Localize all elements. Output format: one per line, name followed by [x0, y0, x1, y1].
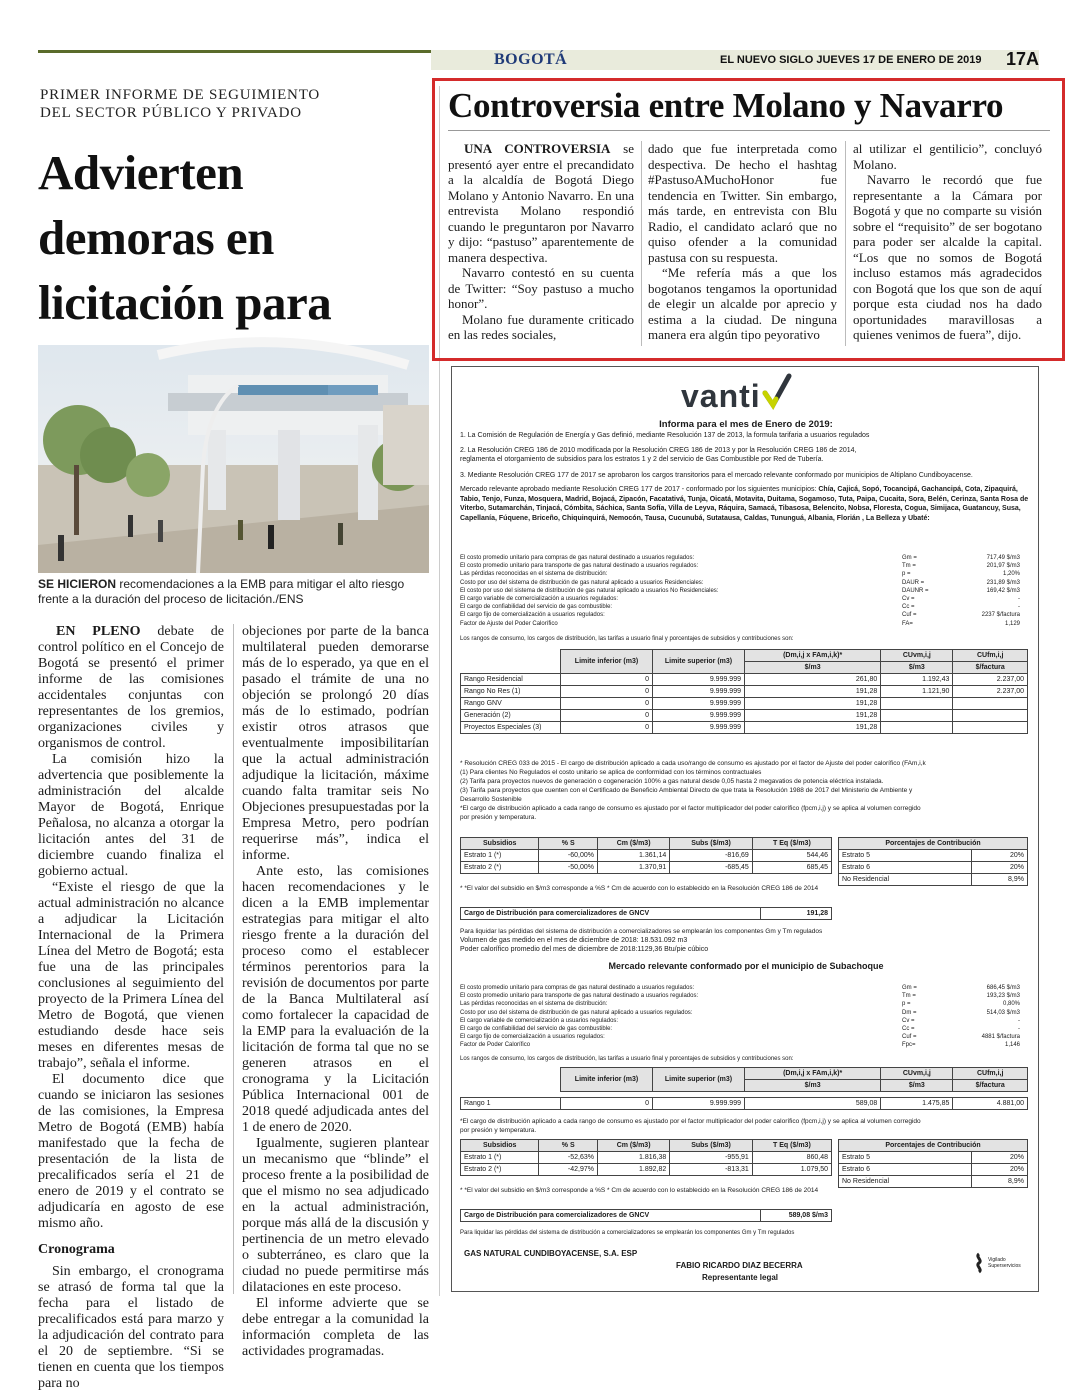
gncv1-value: 191,28 — [761, 908, 832, 920]
note-line: (2) Tarifa para proyectos nuevos de generación o cogeneración 100% a gas natural desde 0,05 hasta 2 megavatios de potencia eléctrica instalada. — [460, 778, 884, 785]
table-cell: 9.999.999 — [653, 686, 745, 698]
signer-role: Representante legal — [702, 1273, 779, 1282]
parameter-key: p = — [902, 1001, 911, 1008]
table-cell: Estrato 1 (*) — [461, 850, 539, 862]
table2-header-cuf: CUfm,i,j — [953, 1068, 1028, 1080]
tariff-table-1 — [460, 649, 1028, 734]
ad-market-list: Chía, Cajicá, Sopó, Tocancipá, Gachancipá, Cota, Zipaquirá, Tabio, Tenjo, Funza, Mosquera, Madrid, Bojacá, Zipacón, Facatativá, Tunja, Oicatá, Motavita, Duitama, Sogamoso, Tuta, Paipa, Cucaita, Sora, Belén, Cerinza, Santa Rosa de Viterbo, Sutamarchán, Tinjacá, Cómbita, Sáchica, Santa Sofía, Villa de Leyva, Ráquira, Samacá, Tibasosa, Belencito, Nobsa, Floresta, Cogua, Simijaca, Guatancuy, Susa, Capellanía, Fúquene, Briceño, Chiquinquirá, Nemocón, Tausa, Cucunubá, Sutatausa, Caldas, Tununguá, Albania, Florián , La Belleza y Ubaté: — [460, 486, 1029, 522]
subsidies-header: Subsidios — [461, 838, 539, 850]
subsidies-header: Cm ($/m3) — [597, 838, 669, 850]
controversy-col1-p3: Molano fue duramente criticado en las redes sociales, — [448, 311, 634, 342]
table-cell: Estrato 6 — [839, 862, 972, 874]
parameter-key: Cc = — [902, 1026, 915, 1032]
gncv2-value: 589,08 $/m3 — [761, 1210, 832, 1222]
table1-header-dm: (Dm,i,j x FAm,i,k)* — [745, 650, 881, 662]
parameter-label: El cargo de confiabilidad del servicio de gas combustible: — [460, 604, 613, 611]
table-cell: 191,28 — [745, 686, 881, 698]
ad-item-1: 1. La Comisión de Regulación de Energía y Gas definió, mediante Resolución 137 de 2013, la formula tarifaria a usuarios regulados — [460, 432, 870, 439]
table-cell: Proyectos Especiales (3) — [461, 722, 561, 734]
table-row — [839, 1176, 1028, 1188]
table-cell: 9.999.999 — [653, 674, 745, 686]
table-row — [839, 874, 1028, 886]
table-cell: 860,48 — [752, 1152, 831, 1164]
controversy-title-rule — [448, 130, 1050, 131]
table-cell: 2.237,00 — [953, 674, 1028, 686]
caption-lead: SE HICIERON — [38, 577, 117, 591]
table-row — [461, 1098, 1028, 1110]
subsidies-header: T Eq ($/m3) — [752, 838, 831, 850]
table-cell: 20% — [971, 850, 1027, 862]
table-row — [461, 686, 1028, 698]
parameter-value: 1,146 — [1004, 1042, 1020, 1049]
table-row — [461, 698, 1028, 710]
parameter-label: Factor de Ajuste del Poder Calorífico — [460, 620, 558, 627]
controversy-divider-2 — [845, 141, 846, 346]
table-cell: -42,97% — [539, 1164, 598, 1176]
table-cell — [881, 722, 953, 734]
controversy-col2-p2: “Me refería más a que los bogotanos tengamos la oportunidad de elegir un alcalde por aprecio y estima a la ciudad. De ninguna manera era algún tipo peyorativo — [648, 265, 837, 342]
table-cell: No Residencial — [839, 1176, 972, 1188]
contributions-table-2 — [838, 1139, 1028, 1188]
ad-ranges-note-2: Los rangos de consumo, los cargos de distribución, las tarifas a usuario final y porcentajes de subsidios y contribuciones son: — [460, 1056, 794, 1062]
table-cell: 191,28 — [745, 722, 881, 734]
metro-illustration — [38, 345, 429, 573]
column-divider — [233, 624, 234, 1294]
parameter-value: 1,20% — [1002, 571, 1020, 578]
losses-note-2: Para liquidar las pérdidas del sistema de distribución a comercializadores se emplearán los componentes Gm y Tm regulados — [460, 1230, 795, 1236]
contributions-table-1 — [838, 837, 1028, 886]
column-1-paragraph-2: La comisión hizo la advertencia que posiblemente la administración del alcalde Mayor de Bogotá, Enrique Peñalosa, no alcanza a otorgar la licitación antes del 31 de diciembre cuando finaliza el gobierno actual. — [38, 752, 224, 879]
table-cell: 0 — [561, 722, 653, 734]
table-cell: -60,00% — [539, 850, 598, 862]
table1-unit-dm: $/m3 — [745, 662, 881, 674]
parameter-key: DAUNR = — [902, 587, 929, 594]
table-cell: 685,45 — [752, 862, 831, 874]
note-line: por presión y temperatura. — [460, 814, 537, 821]
subsidies-header: Cm ($/m3) — [597, 1140, 669, 1152]
page-number: 17A — [1006, 49, 1040, 69]
column-1-paragraph-3: “Existe el riesgo de que la actual administración no alcance a adjudicar la Licitación Internacional de la Primera Línea del Metro de Bogotá; esta fue una de las principales conclusiones al seguimiento del proyecto de la Primera Línea del Metro de Bogotá, que vienen estudiando desde hace seis meses en diferentes mesas de trabajo”, señala el informe. — [38, 880, 224, 1071]
table-cell: 1.361,14 — [597, 850, 669, 862]
table-row — [461, 862, 832, 874]
subsidies-header: Subsidios — [461, 1140, 539, 1152]
power-note: Poder calorífico promedio del mes de diciembre de 2018:1129,36 Btu/pie cúbico — [460, 946, 709, 953]
table-row — [461, 710, 1028, 722]
vanti-advertisement — [451, 366, 1039, 1292]
parameter-label: El costo promedio unitario para transporte de gas natural destinado a usuarios regulados: — [460, 563, 699, 570]
table-cell: 544,46 — [752, 850, 831, 862]
table-cell — [953, 710, 1028, 722]
table-cell: 20% — [971, 1152, 1027, 1164]
subsidies-header: % S — [539, 1140, 598, 1152]
parameter-value: 2237 $/factura — [981, 612, 1020, 619]
table1-header-upper: Limite superior (m3) — [653, 650, 745, 674]
story-column-1 — [38, 624, 224, 1392]
controversy-lead: UNA CONTROVERSIA — [464, 141, 611, 156]
section-name: BOGOTÁ — [494, 51, 568, 68]
table-cell: 0 — [561, 698, 653, 710]
parameter-label: El cargo variable de comercialización a usuarios regulados: — [460, 596, 619, 602]
table-row — [461, 674, 1028, 686]
table2-header-lower: Limite inferior (m3) — [561, 1068, 653, 1092]
table-row — [461, 1164, 832, 1176]
parameter-key: Fpc= — [902, 1042, 916, 1049]
kicker-line-2: DEL SECTOR PÚBLICO Y PRIVADO — [40, 105, 302, 121]
parameter-label: El costo por uso del sistema de distribución de gas natural aplicado a usuarios No Residenciales: — [460, 587, 719, 594]
table-cell — [881, 710, 953, 722]
ad-title: Informa para el mes de Enero de 2019: — [659, 419, 833, 430]
gncv-table-2 — [460, 1209, 832, 1222]
parameter-value: - — [1018, 596, 1020, 602]
table-cell: 0 — [561, 686, 653, 698]
ad-market-intro: Mercado relevante aprobado mediante Resolución CREG 177 de 2017 - conformado por los siguientes municipios: — [460, 486, 819, 493]
parameter-label: Costo por uso del sistema de distribución de gas natural aplicado a usuarios Residenciales: — [460, 579, 704, 586]
controversy-column-3 — [853, 141, 1042, 343]
subachoque-title: Mercado relevante conformado por el municipio de Subachoque — [608, 961, 884, 971]
table-cell: 0 — [561, 1098, 653, 1110]
table-cell: Generación (2) — [461, 710, 561, 722]
controversy-divider-1 — [641, 141, 642, 346]
column-1-subheading: Cronograma — [38, 1242, 115, 1257]
parameter-key: Cuf = — [902, 612, 917, 619]
note-line: * Resolución CREG 033 de 2015 - El cargo de distribución aplicado a cada uso/rango de consumo es ajustado por el factor de Ajuste del poder calorífico (FAm,i,k — [460, 760, 926, 767]
column-1-paragraph-4: El documento dice que cuando se iniciaron las sesiones de las comisiones, la Empresa Metro de Bogotá (EMB) había manifestado que la fecha de presentación de la lista de precalificados sería el 21 de enero de 2019 y el contrato se adjudicaría en agosto de ese mismo año. — [38, 1072, 224, 1231]
subs2-note: * *El valor del subsidio en $/m3 corresponde a %S * Cm de acuerdo con lo establecido en la Resolución CREG 186 de 2014 — [460, 1187, 819, 1194]
controversy-col3-p2: Navarro le recordó que fue representante a la Cámara por Bogotá y que no comparte su visión sobre el “requisito” de ser bogotano para poder ser alcalde la capital. “Los que no somos de Bogotá incluso estamos más agradecidos con Bogotá que los que son de aquí porque esta ciudad nos ha dado oportunidades maravillosas a quienes venimos de fuera”, dijo. — [853, 172, 1042, 342]
photo-caption — [38, 577, 430, 607]
parameter-value: - — [1018, 1017, 1020, 1024]
note-line: *El cargo de distribución aplicado a cada rango de consumo es ajustado por el factor multiplicador del poder calorífico (fpcm,i,j) y se aplica al volumen corregido — [460, 1118, 921, 1125]
table-cell: Rango Residencial — [461, 674, 561, 686]
table-cell: 8,9% — [971, 1176, 1027, 1188]
subs1-note: * *El valor del subsidio en $/m3 corresponde a %S * Cm de acuerdo con lo establecido en la Resolución CREG 186 de 2014 — [460, 885, 819, 892]
parameter-key: Tm = — [902, 993, 916, 1000]
gncv2-label: Cargo de Distribución para comercializadores de GNCV — [461, 1210, 761, 1222]
table-cell: 9.999.999 — [653, 710, 745, 722]
note-line: (1) Para clientes No Regulados el costo unitario se aplica de conformidad con los términos contractuales — [460, 769, 762, 776]
table1-unit-cuf: $/factura — [953, 662, 1028, 674]
table1-header-cuv: CUvm,i,j — [881, 650, 953, 662]
superservicios-seal-icon — [972, 1253, 986, 1273]
parameter-value: 717,49 $/m3 — [986, 555, 1020, 561]
parameter-label: El cargo variable de comercialización a usuarios regulados: — [460, 1017, 619, 1024]
checkmark-icon — [762, 373, 792, 409]
parameter-value: 0,80% — [1002, 1001, 1020, 1008]
parameter-value: 1,129 — [1004, 620, 1020, 627]
parameter-value: 4881 $/factura — [981, 1034, 1020, 1041]
parameter-key: Dm = — [902, 1009, 917, 1016]
controversy-col2-p1: dado que fue interpretada como despectiva. De hecho el hashtag #PastusoAMuchoHonor fue tendencia en Twitter. Sin embargo, más tarde, en entrevista con Blu Radio, el candidato aclaró que no quiso ofender a la comunidad pastusa con su respuesta. — [648, 141, 837, 265]
parameter-label: El cargo de confiabilidad del servicio de gas combustible: — [460, 1026, 613, 1032]
table-cell: 1.121,90 — [881, 686, 953, 698]
table-cell: -813,31 — [670, 1164, 753, 1176]
table1-header-lower: Limite inferior (m3) — [561, 650, 653, 674]
volume-note: Volumen de gas medido en el mes de diciembre de 2018: 18.531.092 m3 — [460, 937, 688, 944]
controversy-column-2 — [648, 141, 837, 343]
controversy-col1-p1: se presentó ayer entre el precandidato a la alcaldía de Bogotá Diego Molano y Antonio Navarro. En una entrevista Molano respondió cuando le preguntaron por Navarro y dijo: “pastuso” aparentemente de manera despectiva. — [448, 141, 634, 265]
parameter-key: Tm = — [902, 563, 916, 570]
story-headline: Advierten demoras en licitación para — [38, 145, 332, 330]
controversy-column-1 — [448, 141, 634, 343]
note-line: por presión y temperatura. — [460, 1127, 537, 1134]
story-column-2 — [242, 624, 429, 1360]
parameter-value: - — [1018, 1026, 1020, 1032]
table-cell: Estrato 2 (*) — [461, 1164, 539, 1176]
column-2-paragraph-3: Igualmente, sugieren plantear un mecanismo que “blinde” el proceso frente a la posibilidad de que el mismo no sea adjudicado en la actual administración, porque más allá de la discusión y pertinencia de un metro elevado o subterráneo, es claro que la ciudad no puede permitirse más dilataciones en este proceso. — [242, 1136, 429, 1295]
table2-header-cuv: CUvm,i,j — [881, 1068, 953, 1080]
parameter-value: - — [1018, 604, 1020, 611]
metro-photo — [38, 345, 429, 573]
table-cell: 191,28 — [745, 698, 881, 710]
table-cell: 9.999.999 — [653, 722, 745, 734]
vanti-logo: vanti — [681, 378, 761, 414]
note-line: Desarrollo Sostenible — [460, 796, 522, 803]
table-cell: 1.816,38 — [597, 1152, 669, 1164]
table-cell: -685,45 — [670, 862, 753, 874]
table-cell: Estrato 6 — [839, 1164, 972, 1176]
parameter-key: Gm = — [902, 985, 917, 991]
table-cell: -52,63% — [539, 1152, 598, 1164]
table-cell: Estrato 5 — [839, 850, 972, 862]
ad-notes-1 — [460, 759, 1034, 822]
table2-unit-dm: $/m3 — [745, 1080, 881, 1092]
table-cell: 2.237,00 — [953, 686, 1028, 698]
table-row — [839, 1152, 1028, 1164]
signer-name: FABIO RICARDO DIAZ BECERRA — [676, 1261, 803, 1270]
table-row — [839, 850, 1028, 862]
kicker-line-1: PRIMER INFORME DE SEGUIMIENTO — [40, 87, 321, 103]
table-cell: 261,80 — [745, 674, 881, 686]
subsidies-table-2 — [460, 1139, 832, 1176]
table-cell — [953, 722, 1028, 734]
parameter-label: El cargo fijo de comercialización a usuarios regulados: — [460, 612, 605, 619]
table-cell: -955,91 — [670, 1152, 753, 1164]
subsidies-header: % S — [539, 838, 598, 850]
table-cell: 1.370,91 — [597, 862, 669, 874]
company-name: GAS NATURAL CUNDIBOYACENSE, S.A. ESP — [464, 1249, 638, 1258]
table2-unit-cuv: $/m3 — [881, 1080, 953, 1092]
table-cell: 1.079,50 — [752, 1164, 831, 1176]
table-cell — [953, 698, 1028, 710]
note-line: *El cargo de distribución aplicado a cada rango de consumo es ajustado por el factor multiplicador del poder calorífico (fpcm,i,j) y se aplica al volumen corregido — [460, 805, 921, 812]
table-cell: 589,08 — [745, 1098, 881, 1110]
table-cell: -50,00% — [539, 862, 598, 874]
parameter-label: El cargo fijo de comercialización a usuarios regulados: — [460, 1034, 605, 1041]
parameter-value: 231,89 $/m3 — [986, 579, 1020, 586]
table-cell: 20% — [971, 862, 1027, 874]
column-1-paragraph-1: debate de control político en el Concejo de Bogotá se presentó el primer informe de las comisiones accidentales conjuntas con representantes de los gremios, organizaciones civiles y organismos de control. — [38, 624, 224, 751]
parameter-key: Cc = — [902, 604, 915, 611]
note-line: (3) Tarifa para proyectos que cuenten con el Certificado de Beneficio Ambiental Directo de que trata la Resolución 1988 de 2017 del Ministerio de Ambiente y — [460, 787, 913, 794]
table-cell: 1.475,85 — [881, 1098, 953, 1110]
table-row — [461, 850, 832, 862]
table-cell: Estrato 2 (*) — [461, 862, 539, 874]
subsidies-header: Subs ($/m3) — [670, 1140, 753, 1152]
table-cell: Estrato 1 (*) — [461, 1152, 539, 1164]
table-row — [839, 1164, 1028, 1176]
story-kicker — [40, 86, 420, 122]
parameter-key: p = — [902, 571, 911, 578]
table-row — [461, 722, 1028, 734]
contrib2-header: Porcentajes de Contribución — [839, 1140, 1028, 1152]
table-cell: Rango No Res (1) — [461, 686, 561, 698]
table-cell — [881, 698, 953, 710]
table1-header-cuf: CUfm,i,j — [953, 650, 1028, 662]
caption-body: recomendaciones a la EMB para mitigar el alto riesgo frente a la duración del proceso de licitación./ENS — [38, 577, 405, 606]
parameter-label: El costo promedio unitario para compras de gas natural destinado a usuarios regulados: — [460, 555, 695, 561]
parameter-label: Las pérdidas reconocidas en el sistema de distribución: — [460, 571, 608, 578]
table-cell: 20% — [971, 1164, 1027, 1176]
parameter-value: 514,03 $/m3 — [986, 1009, 1020, 1016]
parameter-value: 169,42 $/m3 — [986, 587, 1020, 594]
ad-ranges-note: Los rangos de consumo, los cargos de distribución, las tarifas a usuario final y porcentajes de subsidios y contribuciones son: — [460, 636, 794, 642]
parameter-label: Las pérdidas reconocidas en el sistema de distribución: — [460, 1001, 608, 1008]
losses-note-1: Para liquidar las pérdidas del sistema de distribución a comercializadores se emplearán los componentes Gm y Tm regulados — [460, 928, 823, 935]
table-cell: Estrato 5 — [839, 1152, 972, 1164]
parameter-key: Cuf = — [902, 1034, 917, 1041]
contrib1-header: Porcentajes de Contribución — [839, 838, 1028, 850]
table-cell: 9.999.999 — [653, 698, 745, 710]
tariff-table-2 — [460, 1067, 1028, 1110]
table-cell: 9.999.999 — [653, 1098, 745, 1110]
ad-market-text — [460, 485, 1034, 523]
parameter-value: 193,23 $/m3 — [986, 993, 1020, 1000]
table2-header-upper: Limite superior (m3) — [653, 1068, 745, 1092]
controversy-col3-p1: al utilizar el gentilicio”, concluyó Molano. — [853, 141, 1042, 172]
table-row — [461, 1152, 832, 1164]
parameter-label: Factor de Poder Calorífico — [460, 1042, 531, 1049]
parameter-label: Costo por uso del sistema de distribución de gas natural aplicado a usuarios regulados: — [460, 1009, 693, 1016]
parameter-value: 686,45 $/m3 — [986, 985, 1020, 991]
ad-item-3: 3. Mediante Resolución CREG 177 de 2017 se aprobaron los cargos transitorios para el mercado relevante conformado por municipios de Altiplano Cundiboyacense. — [460, 472, 973, 479]
table-cell: Rango GNV — [461, 698, 561, 710]
table-cell: 8,9% — [971, 874, 1027, 886]
column-1-lead: EN PLENO — [56, 624, 141, 639]
gncv1-label: Cargo de Distribución para comercializadores de GNCV — [461, 908, 761, 920]
table-cell: -816,69 — [670, 850, 753, 862]
table1-unit-cuv: $/m3 — [881, 662, 953, 674]
table-cell: 0 — [561, 674, 653, 686]
table2-unit-cuf: $/factura — [953, 1080, 1028, 1092]
table-row — [839, 862, 1028, 874]
table-cell: 191,28 — [745, 710, 881, 722]
controversy-col1-p2: Navarro contestó en su cuenta de Twitter: “Soy pastuso a mucho honor”. — [448, 265, 634, 311]
subsidies-header: Subs ($/m3) — [670, 838, 753, 850]
controversy-title: Controversia entre Molano y Navarro — [448, 86, 1004, 125]
seal-text: Vigilado Superservicios — [988, 1257, 1021, 1269]
date-line: EL NUEVO SIGLO JUEVES 17 DE ENERO DE 2019 — [720, 54, 982, 66]
parameter-label: El costo promedio unitario para compras de gas natural destinado a usuarios regulados: — [460, 985, 695, 991]
parameter-label: El costo promedio unitario para transporte de gas natural destinado a usuarios regulados: — [460, 993, 699, 1000]
parameter-key: FA= — [902, 620, 913, 627]
column-1-paragraph-5: Sin embargo, el cronograma se atrasó de forma tal que la fecha para el listado de precalificados está para marzo y la adjudicación del contrato para el 20 de septiembre. “Si se tienen en cuenta que los tiempos para no — [38, 1264, 224, 1391]
parameter-key: DAUR = — [902, 579, 925, 586]
parameter-key: Cv = — [902, 596, 915, 602]
parameter-key: Gm = — [902, 555, 917, 561]
table2-header-dm: (Dm,i,j x FAm,i,k)* — [745, 1068, 881, 1080]
subsidies-header: T Eq ($/m3) — [752, 1140, 831, 1152]
ad-item-2a: 2. La Resolución CREG 186 de 2010 modificada por la Resolución CREG 186 de 2013 y por la Resolución CREG 186 de 2014, — [460, 447, 857, 454]
table-cell: No Residencial — [839, 874, 972, 886]
subsidies-table-1 — [460, 837, 832, 874]
table-cell: 1.892,82 — [597, 1164, 669, 1176]
parameter-key: Cv = — [902, 1017, 915, 1024]
table-cell: Rango 1 — [461, 1098, 561, 1110]
table-cell: 1.192,43 — [881, 674, 953, 686]
ad-item-2b: reglamenta el otorgamiento de subsidios para los estratos 1 y 2 del servicio de Gas Combustible por Red de Tubería. — [460, 456, 824, 463]
column-2-paragraph-1: objeciones por parte de la banca multilateral pueden demorarse más de lo esperado, ya que en el pasado el trámite de una no objeción se prolongó 20 días más de lo estimado, podrían existir otros atrasos que eventualmente imposibilitarían que la actual administración adjudique la licitación, máxime cuando falta tramitar seis No Objeciones presupuestadas por la Empresa Metro, pero podrían requerirse más”, indica el informe. — [242, 624, 429, 863]
parameter-value: 201,97 $/m3 — [986, 563, 1020, 570]
table-cell: 0 — [561, 710, 653, 722]
ad-notes-2 — [460, 1117, 1034, 1135]
column-2-paragraph-4: El informe advierte que se debe entregar a la comunidad la información completa de las actividades programadas. — [242, 1296, 429, 1359]
column-2-paragraph-2: Ante esto, las comisiones hacen recomendaciones y le dicen a la EMB implementar estrategias para mitigar el alto riesgo frente a la duración del proceso como el establecer términos perentorios para la revisión de documentos por parte de la Banca Multilateral así como fortalecer la capacidad de la EMP para la evaluación de la licitación de forma tal que no se generen atrasos en el cronograma y la Licitación Pública Internacional 001 de 2018 quedé adjudicada antes del 1 de enero de 2020. — [242, 864, 429, 1135]
table-cell: 4.881,00 — [953, 1098, 1028, 1110]
gncv-table-1 — [460, 907, 832, 920]
